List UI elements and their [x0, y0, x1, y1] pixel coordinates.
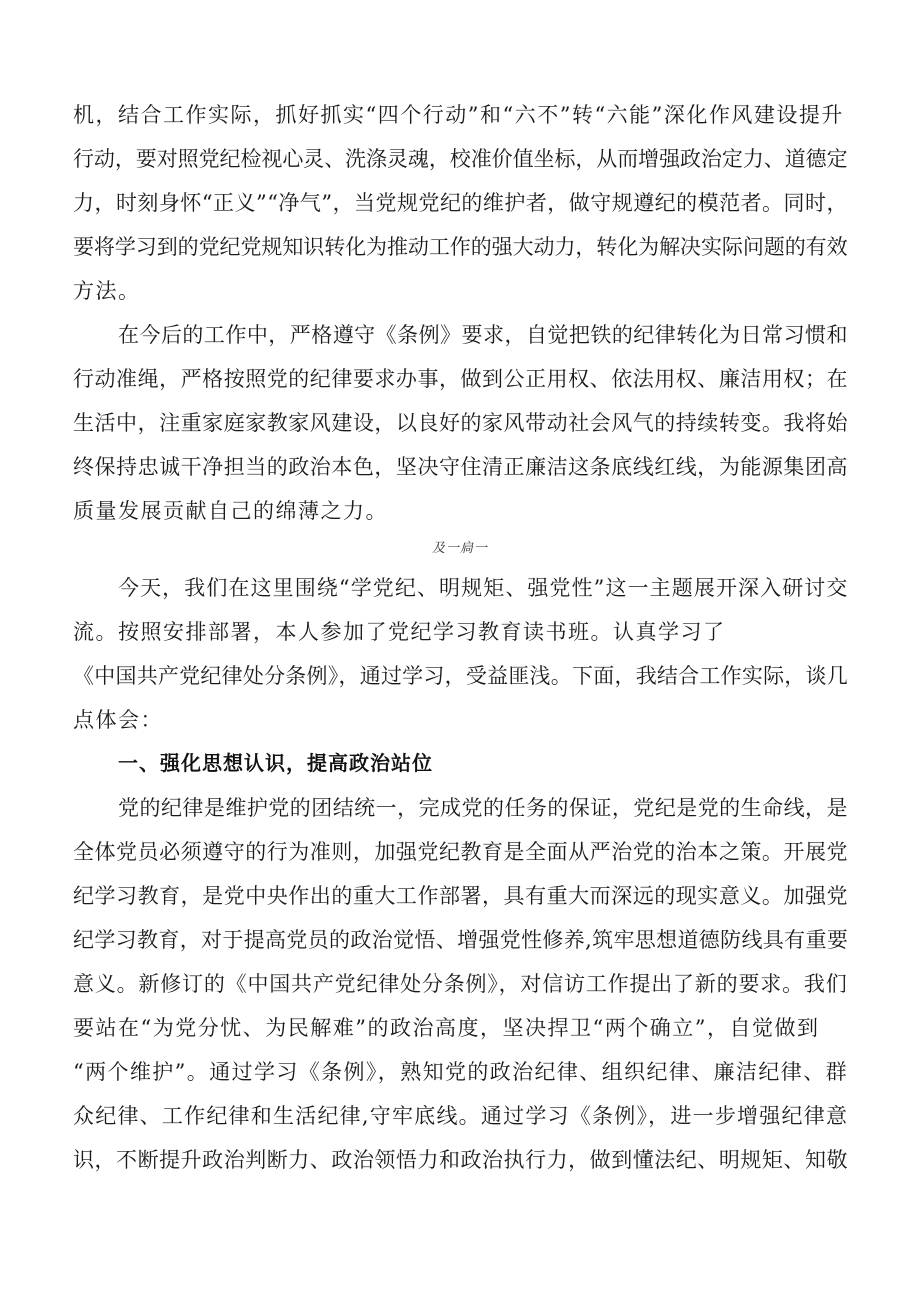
paragraph4-line-9: 识，不断提升政治判断力、政治领悟力和政治执行力，做到懂法纪、明规矩、知敬 [73, 1148, 848, 1172]
paragraph2-line-2: 行动准绳，严格按照党的纪律要求办事，做到公正用权、依法用权、廉洁用权；在 [73, 367, 848, 391]
paragraph3-line-1: 今天，我们在这里围绕“学党纪、明规矩、强党性”这一主题展开深入研讨交 [118, 576, 849, 600]
paragraph4-line-5: 意义。新修订的《中国共产党纪律处分条例》，对信访工作提出了新的要求。我们 [73, 972, 848, 996]
paragraph3-line-3: 《中国共产党纪律处分条例》，通过学习，受益匪浅。下面，我结合工作实际，谈几 [73, 664, 848, 688]
paragraph4-line-2: 全体党员必须遵守的行为准则，加强党纪教育是全面从严治党的治本之策。开展党 [73, 840, 848, 864]
section-heading: 一、强化思想认识，提高政治站位 [118, 751, 433, 775]
section-divider: 及一扃一 [431, 541, 488, 556]
paragraph2-line-3: 生活中，注重家庭家教家风建设，以良好的家风带动社会风气的持续转变。我将始 [73, 411, 848, 435]
paragraph4-line-6: 要站在“为党分忧、为民解难”的政治高度，坚决捍卫“两个确立”，自觉做到 [73, 1016, 820, 1040]
paragraph1-line-1: 机，结合工作实际，抓好抓实“四个行动”和“六不”转“六能”深化作风建设提升 [73, 103, 844, 127]
paragraph3-line-2: 流。按照安排部署，本人参加了党纪学习教育读书班。认真学习了 [73, 620, 726, 644]
paragraph3-line-4: 点体会： [73, 708, 163, 732]
paragraph2-line-4: 终保持忠诚干净担当的政治本色，坚决守住清正廉洁这条底线红线，为能源集团高 [73, 455, 848, 479]
paragraph4-line-8: 众纪律、工作纪律和生活纪律,守牢底线。通过学习《条例》，进一步增强纪律意 [73, 1104, 849, 1128]
paragraph4-line-3: 纪学习教育，是党中央作出的重大工作部署，具有重大而深远的现实意义。加强党 [73, 884, 848, 908]
paragraph1-line-5: 方法。 [73, 279, 141, 303]
paragraph1-line-4: 要将学习到的党纪党规知识转化为推动工作的强大动力，转化为解决实际问题的有效 [73, 235, 848, 259]
paragraph2-line-1: 在今后的工作中，严格遵守《条例》要求，自觉把铁的纪律转化为日常习惯和 [118, 323, 848, 347]
paragraph1-line-3: 力，时刻身怀“正义”“净气”，当党规党纪的维护者，做守规遵纪的模范者。同时， [73, 191, 848, 215]
paragraph4-line-1: 党的纪律是维护党的团结统一，完成党的任务的保证，党纪是党的生命线，是 [118, 796, 848, 820]
paragraph4-line-4: 纪学习教育，对于提高党员的政治觉悟、增强党性修养,筑牢思想道德防线具有重要 [73, 928, 849, 952]
paragraph4-line-7: “两个维护”。通过学习《条例》，熟知党的政治纪律、组织纪律、廉洁纪律、群 [73, 1060, 848, 1084]
paragraph1-line-2: 行动，要对照党纪检视心灵、洗涤灵魂，校准价值坐标，从而增强政治定力、道德定 [73, 147, 848, 171]
paragraph2-line-5: 质量发展贡献自己的绵薄之力。 [73, 499, 388, 523]
